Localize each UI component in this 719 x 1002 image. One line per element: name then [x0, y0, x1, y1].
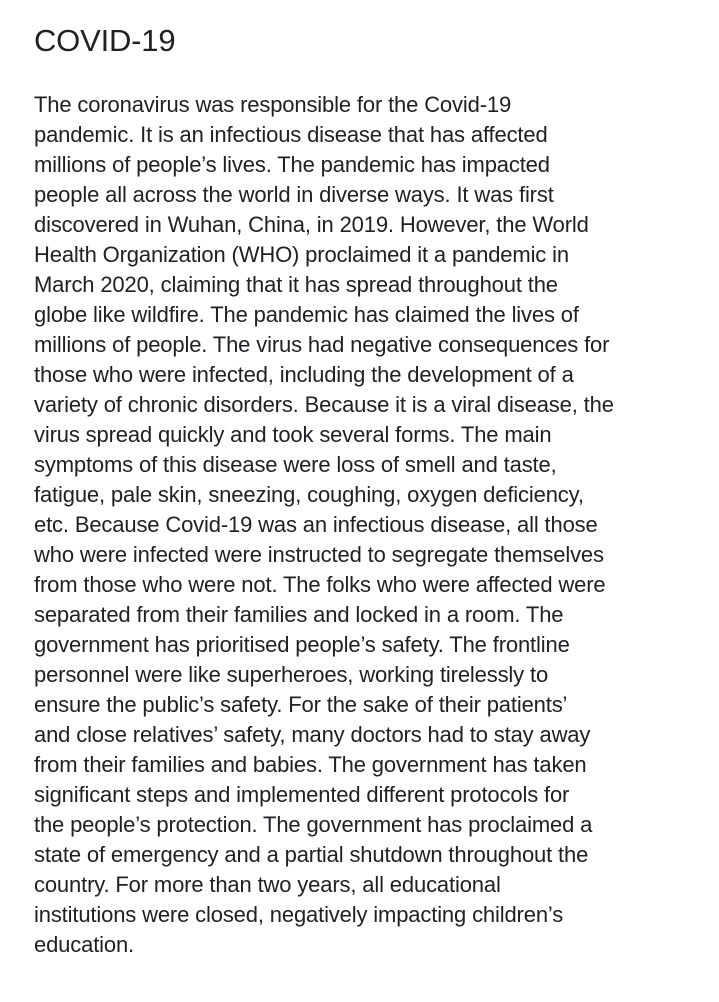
note-body-line: fatigue, pale skin, sneezing, coughing, oxygen deficiency, [34, 482, 584, 507]
note-body-line: globe like wildfire. The pandemic has claimed the lives of [34, 302, 579, 327]
note-body-line: pandemic. It is an infectious disease that has affected [34, 122, 548, 147]
note-body-line: March 2020, claiming that it has spread throughout the [34, 272, 558, 297]
note-title[interactable]: COVID-19 [34, 23, 176, 58]
note-body-line: variety of chronic disorders. Because it is a viral disease, the [34, 392, 614, 417]
note-body-line: significant steps and implemented different protocols for [34, 782, 570, 807]
note-body-line: millions of people’s lives. The pandemic has impacted [34, 152, 550, 177]
note-body-line: etc. Because Covid-19 was an infectious disease, all those [34, 512, 598, 537]
note-body-line: the people’s protection. The government has proclaimed a [34, 812, 593, 837]
note-body-line: people all across the world in diverse ways. It was first [34, 182, 554, 207]
note-body-line: state of emergency and a partial shutdown throughout the [34, 842, 589, 867]
note-body-line: separated from their families and locked in a room. The [34, 602, 564, 627]
note-body-line: and close relatives’ safety, many doctors had to stay away [34, 722, 591, 747]
note-body-line: institutions were closed, negatively impacting children’s [34, 902, 564, 927]
note-body-line: who were infected were instructed to segregate themselves [34, 542, 604, 567]
note-body-line: from their families and babies. The government has taken [34, 752, 587, 777]
note-body-line: virus spread quickly and took several forms. The main [34, 422, 552, 447]
note-body-line: country. For more than two years, all educational [34, 872, 501, 897]
note-body-line: Health Organization (WHO) proclaimed it a pandemic in [34, 242, 569, 267]
note-body-line: symptoms of this disease were loss of smell and taste, [34, 452, 557, 477]
note-body-line: ensure the public’s safety. For the sake of their patients’ [34, 692, 568, 717]
note-body-line: The coronavirus was responsible for the Covid-19 [34, 92, 512, 117]
note-body-line: government has prioritised people’s safety. The frontline [34, 632, 570, 657]
note-body-line: those who were infected, including the development of a [34, 362, 574, 387]
note-body-line: discovered in Wuhan, China, in 2019. However, the World [34, 212, 589, 237]
note-body-line: millions of people. The virus had negative consequences for [34, 332, 610, 357]
note-body-line: from those who were not. The folks who were affected were [34, 572, 606, 597]
note-body-line: education. [34, 932, 135, 957]
note-body-line: personnel were like superheroes, working tirelessly to [34, 662, 549, 687]
note-body[interactable] [34, 90, 689, 960]
